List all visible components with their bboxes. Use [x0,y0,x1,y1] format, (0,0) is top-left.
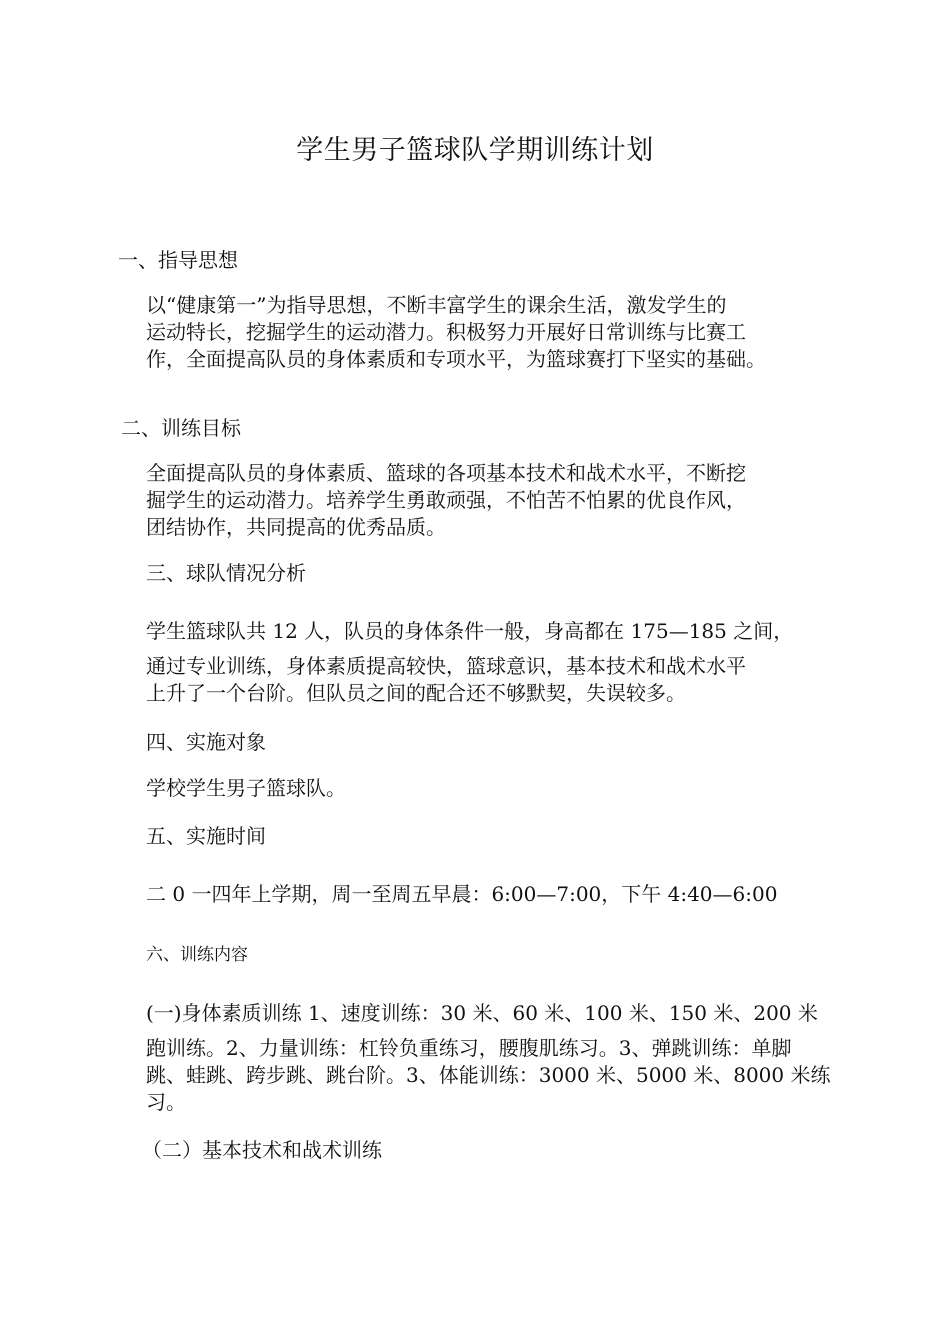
paragraph-line: 二 0 一四年上学期，周一至周五早晨：6:00—7:00，下午 4:40—6:00 [146,882,778,906]
section-paragraph-training-goals [146,460,836,541]
paragraph-line: 习。 [146,1090,186,1114]
document-title: 学生男子篮球队学期训练计划 [296,135,654,166]
paragraph-line: 作，全面提高队员的身体素质和专项水平，为篮球赛打下坚实的基础。 [146,347,766,371]
section-paragraph-team-analysis [146,618,836,707]
section-heading-schedule: 五、实施时间 [146,824,266,848]
paragraph-line: 跳、蛙跳、跨步跳、跳台阶。3、体能训练：3000 米、5000 米、8000 米练 [146,1063,831,1087]
paragraph-line: 全面提高队员的身体素质、篮球的各项基本技术和战术水平，不断挖 [146,461,746,485]
paragraph-line: 以“健康第一”为指导思想，不断丰富学生的课余生活，激发学生的 [146,293,727,317]
section-paragraph-guiding-thought [146,292,836,373]
paragraph-line: 跑训练。2、力量训练：杠铃负重练习，腰腹肌练习。3、弹跳训练：单脚 [146,1036,792,1060]
section-paragraph-training-content [146,1000,831,1116]
paragraph-line: 运动特长，挖掘学生的运动潜力。积极努力开展好日常训练与比赛工 [146,320,746,344]
paragraph-line: 通过专业训练，身体素质提高较快，篮球意识，基本技术和战术水平 [146,654,746,678]
section-heading-team-analysis: 三、球队情况分析 [146,561,306,585]
subsection-heading-technique-tactics: （二）基本技术和战术训练 [142,1138,382,1162]
section-heading-target-group: 四、实施对象 [146,730,266,754]
section-heading-training-content: 六、训练内容 [146,945,248,965]
section-heading-training-goals: 二、训练目标 [121,416,241,440]
paragraph-line: 上升了一个台阶。但队员之间的配合还不够默契，失误较多。 [146,681,686,705]
section-paragraph-target-group [146,775,836,802]
paragraph-line: 学校学生男子篮球队。 [146,776,346,800]
paragraph-line: 学生篮球队共 12 人，队员的身体条件一般，身高都在 175—185 之间， [146,619,794,643]
paragraph-line: 掘学生的运动潜力。培养学生勇敢顽强，不怕苦不怕累的优良作风， [146,488,746,512]
paragraph-line: 团结协作，共同提高的优秀品质。 [146,515,446,539]
section-heading-guiding-thought: 一、指导思想 [118,248,238,272]
paragraph-line: (一)身体素质训练 1、速度训练：30 米、60 米、100 米、150 米、200 米 [146,1001,818,1025]
section-paragraph-schedule [146,881,836,908]
